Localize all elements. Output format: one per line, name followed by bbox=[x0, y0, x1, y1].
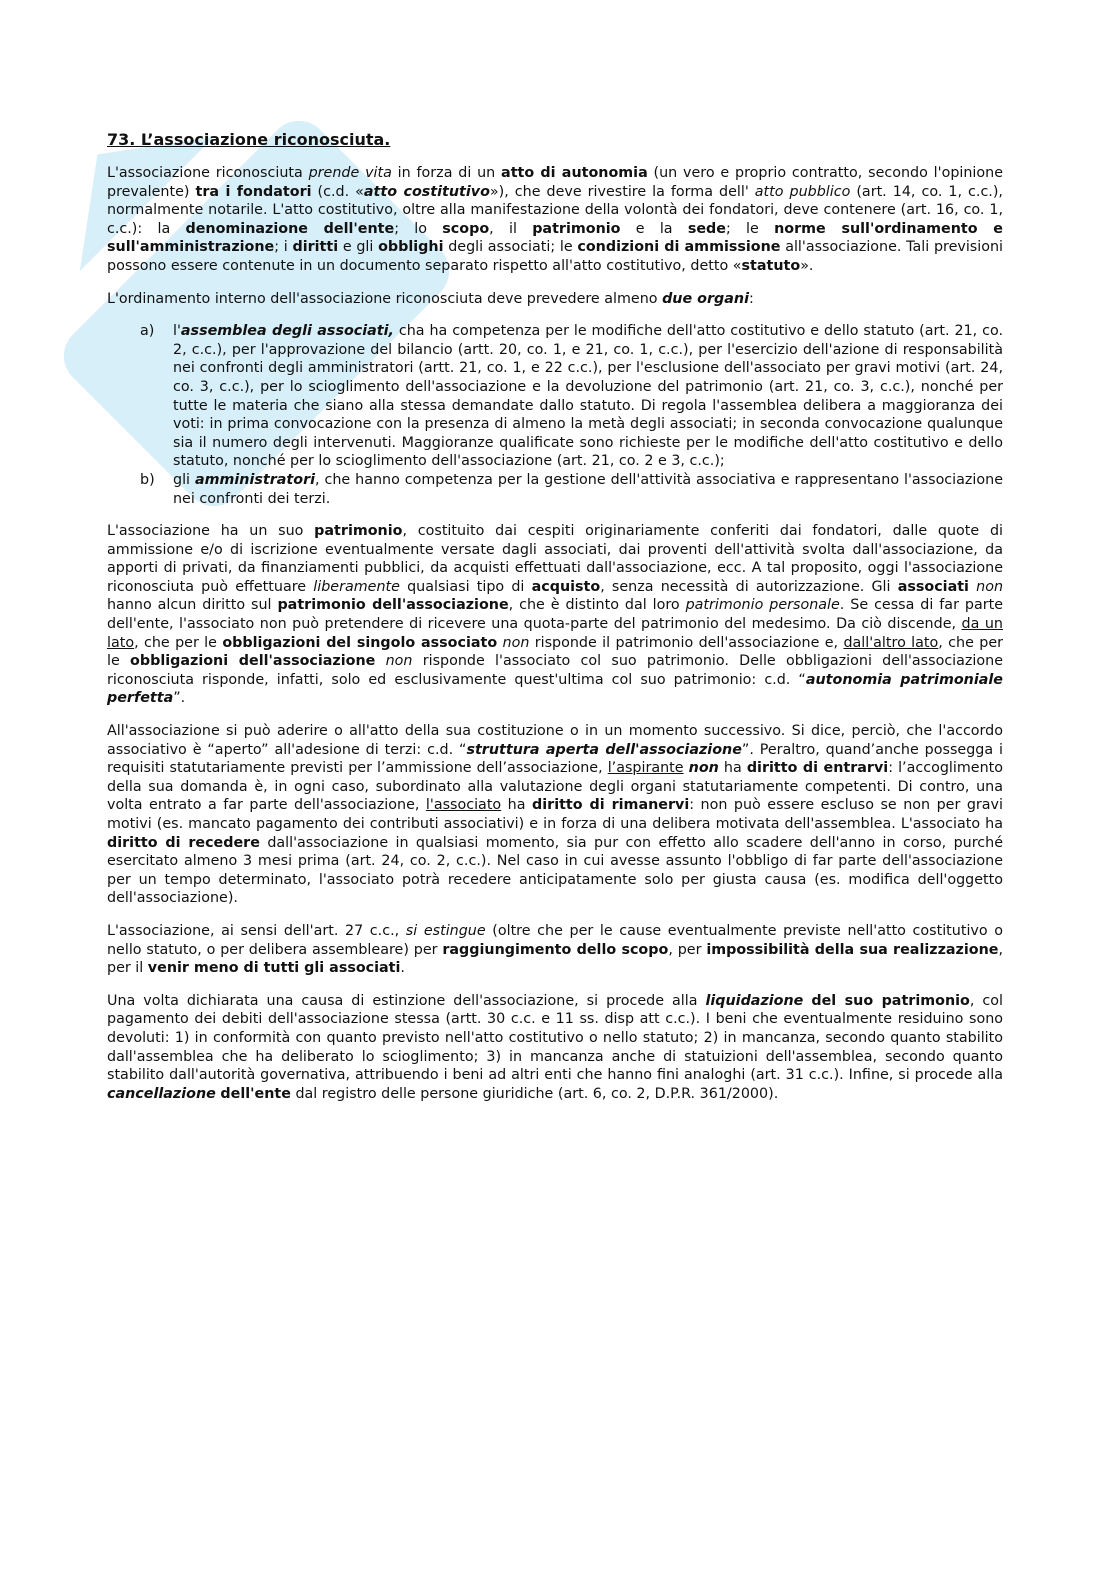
text-run: , per bbox=[668, 941, 707, 958]
text-run: diritto di rimanervi bbox=[532, 797, 690, 814]
text-run: non bbox=[688, 760, 719, 777]
text-run: e gli bbox=[338, 239, 379, 256]
text-run: norme sull'ordinamento e sull'amministrazione bbox=[107, 220, 1003, 256]
text-run: , col pagamento dei debiti dell'associazione stessa (artt. 30 c.c. e 11 ss. disp att c.c.). I beni che eventualmente residuino sono devoluti: 1) in conformità con quanto previsto nell'atto costitutivo o nello statuto; 2) in mancanza, secondo quanto stabilito dall'assemblea che ha deliberato lo scioglimento; 3) in mancanza anche di statuizioni dell'assemblea, secondo quanto stabilito dall'autorità governativa, attribuendo i beni ad altri enti che hanno fini analoghi (art. 31 c.c.). Infine, si procede alla bbox=[107, 992, 1003, 1084]
text-run: »), che deve rivestire la forma dell' bbox=[489, 183, 755, 200]
paragraph-atto-costitutivo bbox=[107, 164, 1003, 276]
text-run: l’aspirante bbox=[607, 760, 684, 777]
text-run: obbligazioni del singolo associato bbox=[222, 634, 498, 651]
text-run: l' bbox=[173, 323, 181, 340]
text-run: degli associati; le bbox=[443, 239, 578, 256]
list-item bbox=[107, 322, 1003, 471]
text-run: prende vita bbox=[308, 165, 392, 181]
text-run: (un vero e proprio contratto, secondo l'opinione prevalente) bbox=[107, 165, 1004, 200]
text-run: patrimonio personale bbox=[685, 597, 840, 614]
text-run: diritto di entrarvi bbox=[746, 760, 889, 777]
text-run: liquidazione bbox=[705, 992, 804, 1009]
text-run: ha bbox=[501, 797, 533, 814]
paragraph-liquidazione bbox=[107, 992, 1003, 1104]
text-run: qualsiasi tipo di bbox=[399, 578, 532, 595]
text-run: Una volta dichiarata una causa di estinzione dell'associazione, si procede alla bbox=[107, 992, 706, 1009]
text-run: ”. Peraltro, quand’anche possegga i requisiti statutariamente previsti per l’ammissione dell’associazione, bbox=[107, 741, 1003, 777]
text-run: ”. bbox=[173, 690, 186, 707]
text-run: raggiungimento dello scopo bbox=[442, 941, 669, 958]
text-run: (c.d. « bbox=[311, 183, 364, 200]
text-run: cha ha competenza per le modifiche dell'atto costitutivo e dello statuto (art. 21, co. 2, c.c.), per l'approvazione del bilancio (artt. 20, co. 1, e 21, co. 1, c.c.), per l'esercizio dell'azione di responsabilità nei confronti degli amministratori (artt. 21, co. 1, e 22 c.c.), per l'esclusione dell'associato per gravi motivi (art. 24, co. 3, c.c.), per lo scioglimento dell'associazione e la devoluzione del patrimonio (art. 21, co. 3, c.c.), nonché per tutte le materia che siano alla stessa demandate dallo statuto. Di regola l'assemblea delibera a maggioranza dei voti: in prima convocazione con la presenza di almeno la metà degli associati; in seconda convocazione qualunque sia il numero degli intervenuti. Maggioranze qualificate sono richieste per le modifiche dell'atto costitutivo e dello statuto, nonché per lo scioglimento dell'associazione (art. 21, co. 2 e 3, c.c.); bbox=[173, 323, 1003, 470]
text-run: L'ordinamento interno dell'associazione riconosciuta deve prevedere almeno bbox=[107, 290, 663, 307]
text-run: (oltre che per le cause eventualmente previste nell'atto costitutivo o nello statuto, o per delibera assembleare) per bbox=[107, 922, 1003, 958]
text-run: l'associato bbox=[425, 797, 502, 814]
text-run: non bbox=[502, 634, 530, 651]
text-run: si estingue bbox=[405, 922, 486, 939]
text-run: del suo patrimonio bbox=[811, 992, 970, 1009]
text-run: da un lato bbox=[107, 616, 1003, 651]
text-run: , per il bbox=[107, 941, 1004, 977]
text-run: liberamente bbox=[313, 578, 400, 595]
text-run: atto di autonomia bbox=[501, 165, 648, 181]
text-run: ; i bbox=[274, 239, 293, 256]
text-run: patrimonio bbox=[314, 523, 403, 540]
text-run: , che è distinto dal loro bbox=[508, 597, 686, 614]
list-item bbox=[107, 471, 1003, 508]
text-run: patrimonio bbox=[532, 220, 621, 237]
text-run: condizioni di ammissione bbox=[577, 239, 781, 256]
text-run: assemblea degli associati, bbox=[180, 323, 394, 340]
text-run: ; lo bbox=[394, 220, 443, 237]
text-run: sede bbox=[687, 220, 726, 237]
text-run: impossibilità della sua realizzazione bbox=[706, 941, 999, 958]
text-run: cancellazione bbox=[107, 1085, 216, 1102]
text-run: denominazione dell'ente bbox=[185, 220, 395, 237]
text-run: L'associazione, ai sensi dell'art. 27 c.c., bbox=[107, 922, 406, 939]
text-run: ». bbox=[800, 257, 814, 274]
text-run: : l’accoglimento della sua domanda è, in ogni caso, subordinato alla valutazione degli organi statutariamente competenti. Di contro, una volta entrato a far parte dell'associazione, bbox=[107, 760, 1003, 814]
text-run: struttura aperta dell'associazione bbox=[466, 741, 742, 758]
text-run: in forza di un bbox=[391, 165, 502, 181]
organi-list bbox=[107, 322, 1003, 508]
text-run: non bbox=[976, 578, 1004, 595]
text-run: dal registro delle persone giuridiche (art. 6, co. 2, D.P.R. 361/2000). bbox=[290, 1085, 779, 1102]
text-run: (art. 14, co. 1, c.c.), normalmente notarile. L'atto costitutivo, oltre alla manifestazione della volontà dei fondatori, deve contenere (art. 16, co. 1, c.c.): la bbox=[107, 183, 1003, 237]
text-run: autonomia patrimoniale perfetta bbox=[107, 671, 1003, 707]
text-run: atto costitutivo bbox=[363, 183, 490, 200]
section-heading: 73. L’associazione riconosciuta. bbox=[107, 130, 391, 149]
text-run: : bbox=[749, 290, 754, 307]
text-run: dall'associazione in qualsiasi momento, sia pur con effetto allo scadere dell'anno in corso, purché esercitato almeno 3 mesi prima (art. 24, co. 2, c.c.). Nel caso in cui avesse assunto l'obbligo di far parte dell'associazione per un tempo determinato, l'associato potrà recedere anticipatamente solo per giusta causa (es. modifica dell'oggetto dell'associazione). bbox=[107, 834, 1003, 907]
paragraph-adesione bbox=[107, 722, 1003, 908]
text-run: ; le bbox=[725, 220, 775, 237]
paragraph-organi bbox=[107, 290, 1003, 309]
text-run: all'associazione. Tali previsioni possono essere contenute in un documento separato rispetto all'atto costitutivo, detto « bbox=[107, 239, 1004, 274]
text-run: L'associazione riconosciuta bbox=[107, 165, 309, 181]
text-run: non bbox=[385, 653, 413, 670]
text-run bbox=[375, 653, 385, 669]
text-run: e la bbox=[620, 220, 688, 237]
text-run: ha bbox=[718, 760, 747, 777]
text-run: risponde l'associato col suo patrimonio. Delle obbligazioni dell'associazione riconosciuta risponde, infatti, solo ed esclusivamente quest'ultima col suo patrimonio: c.d. “ bbox=[107, 653, 1003, 688]
text-run: All'associazione si può aderire o all'atto della sua costituzione o in un momento successivo. Si dice, perciò, che l'accordo associativo è “aperto” all'adesione di terzi: c.d. “ bbox=[107, 723, 1003, 758]
paragraph-estinzione bbox=[107, 922, 1003, 978]
text-run: statuto bbox=[741, 257, 801, 274]
text-run: patrimonio dell'associazione bbox=[277, 597, 509, 614]
text-run: gli bbox=[173, 471, 195, 488]
text-run: L'associazione ha un suo bbox=[107, 523, 315, 540]
document-body bbox=[107, 130, 1003, 1117]
text-run: hanno alcun diritto sul bbox=[107, 597, 278, 614]
text-run: dell'ente bbox=[220, 1085, 291, 1102]
text-run: , che per le bbox=[134, 634, 223, 651]
text-run: atto pubblico bbox=[754, 183, 851, 200]
text-run: tra i fondatori bbox=[195, 183, 312, 200]
text-run: obbligazioni dell'associazione bbox=[130, 653, 376, 670]
text-run: diritti bbox=[292, 239, 339, 256]
text-run: . bbox=[400, 960, 405, 977]
text-run: , che per le bbox=[107, 634, 1003, 670]
list-marker: b) bbox=[140, 471, 155, 488]
text-run: , senza necessità di autorizzazione. Gli bbox=[600, 578, 898, 595]
text-run: risponde il patrimonio dell'associazione e, bbox=[529, 634, 844, 651]
text-run: due organi bbox=[662, 290, 749, 307]
text-run: amministratori bbox=[194, 471, 316, 488]
text-run: scopo bbox=[442, 220, 490, 237]
text-run: acquisto bbox=[531, 578, 601, 595]
text-run: , il bbox=[489, 220, 533, 237]
text-run: , costituito dai cespiti originariamente conferiti dai fondatori, dalle quote di ammissione e/o di iscrizione eventualmente versate dagli associati, dai proventi dell'attività svolta dall'associazione, da apporti di privati, da finanziamenti pubblici, da acquisti effettuati dall'associazione, ecc. A tal proposito, oggi l'associazione riconosciuta può effettuare bbox=[107, 523, 1003, 595]
text-run: dall'altro lato bbox=[843, 634, 939, 651]
text-run: . Se cessa di far parte dell'ente, l'associato non può pretendere di ricevere una quota-parte del patrimonio del medesimo. Da ciò discende, bbox=[107, 597, 1003, 633]
text-run: associati bbox=[897, 578, 969, 595]
text-run: venir meno di tutti gli associati bbox=[147, 960, 401, 977]
paragraph-patrimonio bbox=[107, 522, 1003, 708]
text-run: : non può essere escluso se non per gravi motivi (es. mancato pagamento dei contributi associativi) e in forza di una delibera motivata dell'assemblea. L'associato ha bbox=[107, 797, 1003, 832]
text-run: obblighi bbox=[378, 239, 444, 256]
list-marker: a) bbox=[140, 323, 155, 340]
text-run: , che hanno competenza per la gestione dell'attività associativa e rappresentano l'associazione nei confronti dei terzi. bbox=[173, 471, 1003, 507]
text-run: diritto di recedere bbox=[107, 834, 260, 851]
